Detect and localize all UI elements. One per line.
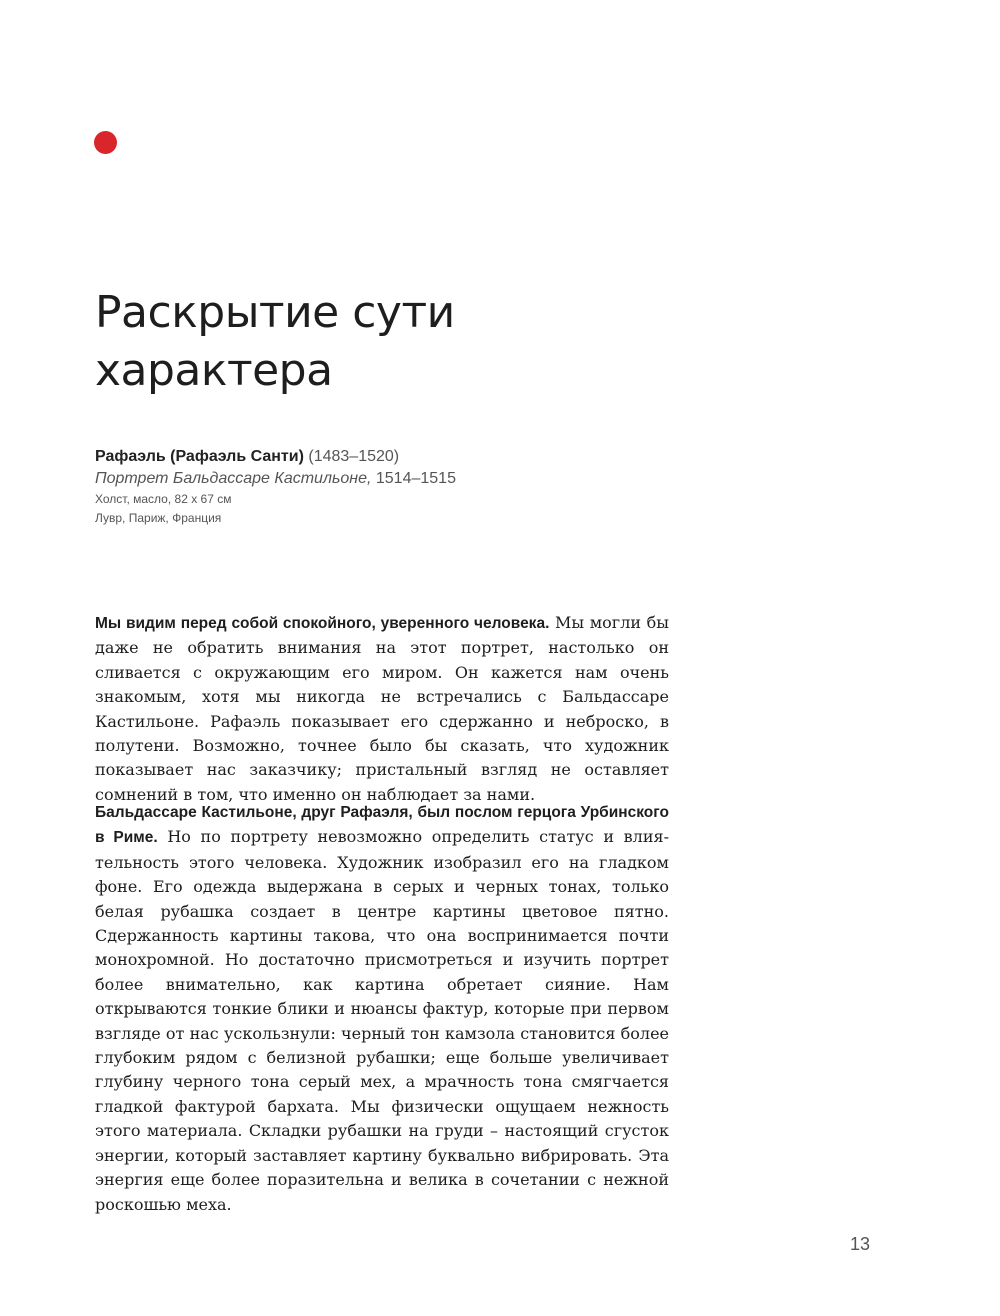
work-line xyxy=(95,468,655,490)
red-dot-marker xyxy=(94,131,117,154)
page-number: 13 xyxy=(849,1234,870,1254)
paragraph-2-lead: Бальдассаре Кастильоне, друг Рафаэля, был послом герцога Урбинского в Риме. xyxy=(95,804,669,847)
work-years: 1514–1515 xyxy=(375,470,456,487)
work-medium: Холст, масло, 82 х 67 см xyxy=(95,492,232,506)
paragraph-2-text: Но по портрету невозможно определить статус и влиятельность этого человека. Художник изобразил его на гладком фоне. Его одежда выдержана в серых и черных тонах, только белая рубашка создает в центре картины цветовое пятно. Сдержанность картины такова, что она воспринимается почти монохромной. Но достаточно присмотреться и изучить портрет более внимательно, как картина обретает сияние. Нам открываются тонкие блики и нюансы фактур, которые при первом взгляде от нас ускользнули: черный тон камзола становится более глубоким рядом с белизной рубашки; еще больше увеличивает глубину черного тона серый мех, а мрачность тона смягчается гладкой фактурой бархата. Мы физически ощущаем нежность этого материала. Складки рубашки на груди – настоящий сгусток энергии, который заставляет картину буквально вибрировать. Эта энергия еще более поразительна и велика в сочетании с нежной роскошью меха. xyxy=(95,827,669,1214)
work-title: Портрет Бальдассаре Кастильоне, xyxy=(95,470,372,487)
paragraph-1-lead: Мы видим перед собой спокойного, уверенного человека. xyxy=(95,615,550,632)
page-title-line-2: характера xyxy=(95,345,333,396)
work-location: Лувр, Париж, Франция xyxy=(95,511,222,525)
artist-line xyxy=(95,446,655,468)
artwork-caption xyxy=(95,446,655,528)
page-title xyxy=(95,284,695,400)
artist-name: Рафаэль (Рафаэль Санти) xyxy=(95,448,304,465)
artist-dates: (1483–1520) xyxy=(308,448,400,465)
paragraph-1-text: Мы могли бы даже не обратить внимания на этот портрет, настолько он сливается с окружающим его миром. Он кажется нам очень знакомым, хотя мы никогда не встречались с Бальдассаре Кастильоне. Рафаэль показывает его сдержанно и неброско, в полутени. Возможно, точнее было бы сказать, что художник показывает нас заказчику; пристальный взгляд не оставляет сомнений в том, что именно он наблюдает за нами. xyxy=(95,613,669,804)
paragraph-1 xyxy=(95,611,669,807)
page-title-line-1: Раскрытие сути xyxy=(95,287,455,338)
paragraph-2 xyxy=(95,800,669,1217)
